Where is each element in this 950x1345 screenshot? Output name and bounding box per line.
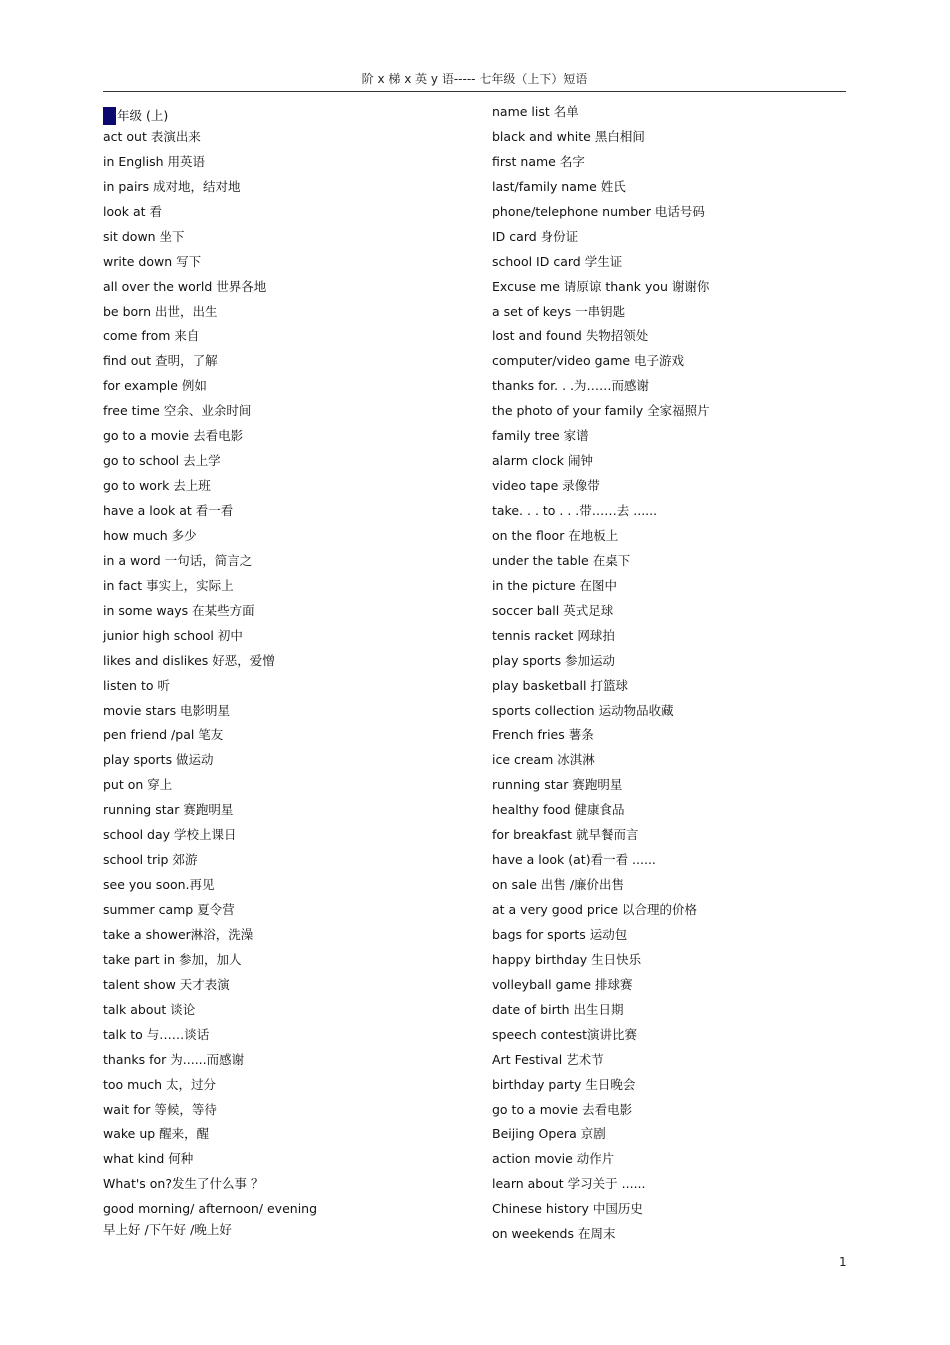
page-number: 1: [839, 1255, 847, 1269]
phrase-item: ice cream 冰淇淋: [492, 752, 595, 768]
phrase-item: learn about 学习关于 ......: [492, 1176, 646, 1192]
phrase-item: in English 用英语: [103, 153, 205, 169]
phrase-item: sit down 坐下: [103, 228, 185, 244]
phrase-item: [103, 1201, 473, 1238]
phrase-item: in pairs 成对地，结对地: [103, 178, 241, 194]
phrase-item: speech contest演讲比赛: [492, 1026, 638, 1042]
phrase-item: summer camp 夏令营: [103, 902, 235, 917]
phrase-item: running star 赛跑明星: [103, 802, 234, 818]
phrase-item: family tree 家谱: [492, 428, 589, 444]
section-title: [103, 104, 473, 129]
phrase-item: look at 看: [103, 203, 163, 219]
phrase-item: in a word 一句话，简言之: [103, 552, 253, 568]
phrase-item: on sale 出售 /廉价出售: [492, 877, 625, 893]
phrase-item: school day 学校上课日: [103, 827, 237, 843]
phrase-item: ID card 身份证: [492, 228, 579, 244]
phrase-item: healthy food 健康食品: [492, 802, 625, 818]
phrase-item: happy birthday 生日快乐: [492, 951, 642, 967]
phrase-item: Chinese history 中国历史: [492, 1201, 643, 1217]
phrase-item: thanks for. . .为……而感谢: [492, 378, 650, 394]
phrase-item: talk about 谈论: [103, 1001, 196, 1017]
phrase-item: last/family name 姓氏: [492, 178, 626, 194]
phrase-item: movie stars 电影明星: [103, 702, 231, 718]
phrase-item: wait for 等候，等待: [103, 1101, 217, 1117]
phrase-item: Beijing Opera 京剧: [492, 1126, 606, 1142]
phrase-item: for example 例如: [103, 378, 207, 394]
phrase-item: free time 空余、业余时间: [103, 403, 252, 419]
phrase-item: in fact 事实上，实际上: [103, 577, 234, 593]
phrase-item: find out 查明，了解: [103, 353, 218, 369]
phrase-item: lost and found 失物招领处: [492, 328, 649, 344]
phrase-item: wake up 醒来，醒: [103, 1126, 210, 1142]
phrase-item: computer/video game 电子游戏: [492, 353, 685, 369]
phrase-item: alarm clock 闹钟: [492, 453, 593, 469]
phrase-item: play basketball 打篮球: [492, 677, 628, 693]
section-title-text: 年级 (上): [117, 108, 169, 124]
phrase-item: running star 赛跑明星: [492, 777, 623, 793]
phrase-item: in some ways 在某些方面: [103, 602, 255, 618]
phrase-item: on the floor 在地板上: [492, 527, 619, 543]
phrase-item: take. . . to . . .带……去 ......: [492, 503, 658, 518]
phrase-item: phone/telephone number 电话号码: [492, 203, 705, 219]
phrase-item: take part in 参加，加人: [103, 951, 242, 967]
phrase-item: all over the world 世界各地: [103, 278, 267, 294]
phrase-item: video tape 录像带: [492, 478, 600, 494]
phrase-item: on weekends 在周末: [492, 1226, 616, 1242]
phrase-item: go to a movie 去看电影: [492, 1101, 633, 1117]
phrase-item: action movie 动作片: [492, 1151, 615, 1167]
phrase-item: under the table 在桌下: [492, 552, 631, 568]
phrase-item: be born 出世，出生: [103, 303, 218, 319]
phrase-text: good morning/ afternoon/ evening: [103, 1201, 318, 1217]
phrase-item: come from 来自: [103, 328, 200, 344]
phrase-item: school ID card 学生证: [492, 253, 623, 269]
right-phrase-column: [492, 104, 862, 1251]
phrase-item: sports collection 运动物品收藏: [492, 702, 674, 718]
phrase-item: Excuse me 请原谅 thank you 谢谢你: [492, 278, 710, 294]
phrase-item: go to work 去上班: [103, 478, 211, 494]
phrase-item: have a look at 看一看: [103, 503, 234, 518]
phrase-item: Art Festival 艺术节: [492, 1051, 604, 1067]
phrase-item: go to school 去上学: [103, 453, 221, 469]
phrase-item: how much 多少: [103, 527, 197, 543]
phrase-item: in the picture 在图中: [492, 577, 617, 593]
phrase-item: thanks for 为......而感谢: [103, 1051, 245, 1067]
phrase-item: tennis racket 网球拍: [492, 627, 615, 643]
left-phrase-column: [103, 104, 473, 1238]
phrase-item: have a look (at)看一看 ......: [492, 852, 656, 868]
phrase-item: talk to 与……谈话: [103, 1026, 210, 1042]
phrase-item: play sports 参加运动: [492, 652, 616, 668]
phrase-item: French fries 薯条: [492, 727, 594, 743]
phrase-item: listen to 听: [103, 677, 170, 693]
phrase-item: play sports 做运动: [103, 752, 214, 768]
right-phrase-list: [492, 104, 862, 1251]
phrase-item: act out 表演出来: [103, 128, 201, 144]
phrase-item: first name 名字: [492, 153, 585, 169]
phrase-item: likes and dislikes 好恶，爱憎: [103, 652, 275, 668]
phrase-item: talent show 天才表演: [103, 976, 230, 992]
phrase-item: go to a movie 去看电影: [103, 428, 244, 444]
phrase-item: What's on?发生了什么事 ？: [103, 1176, 264, 1192]
phrase-item: pen friend /pal 笔友: [103, 727, 224, 743]
phrase-item: soccer ball 英式足球: [492, 602, 614, 618]
phrase-item: at a very good price 以合理的价格: [492, 902, 697, 917]
header-title: 阶 x 梯 x 英 y 语----- 七年级（上下）短语: [361, 72, 588, 86]
phrase-item: take a shower淋浴，洗澡: [103, 926, 254, 942]
phrase-item: what kind 何种: [103, 1151, 194, 1167]
phrase-item: too much 太，过分: [103, 1076, 217, 1092]
phrase-item: date of birth 出生日期: [492, 1001, 624, 1017]
left-phrase-list: [103, 129, 473, 1201]
phrase-item: write down 写下: [103, 253, 202, 269]
section-marker: [103, 107, 116, 125]
phrase-item: volleyball game 排球赛: [492, 976, 633, 992]
phrase-item: for breakfast 就早餐而言: [492, 827, 639, 843]
phrase-item: name list 名单: [492, 104, 579, 119]
phrase-item: a set of keys 一串钥匙: [492, 303, 626, 319]
phrase-item: put on 穿上: [103, 777, 173, 793]
phrase-item: bags for sports 运动包: [492, 926, 628, 942]
phrase-item: black and white 黑白相间: [492, 128, 645, 144]
phrase-item: school trip 郊游: [103, 852, 198, 868]
phrase-item: see you soon.再见: [103, 877, 215, 893]
phrase-item: junior high school 初中: [103, 627, 243, 643]
phrase-item: birthday party 生日晚会: [492, 1076, 636, 1092]
phrase-item: the photo of your family 全家福照片: [492, 403, 710, 419]
phrase-text: 早上好 /下午好 /晚上好: [103, 1222, 232, 1238]
page-header: [103, 69, 846, 92]
